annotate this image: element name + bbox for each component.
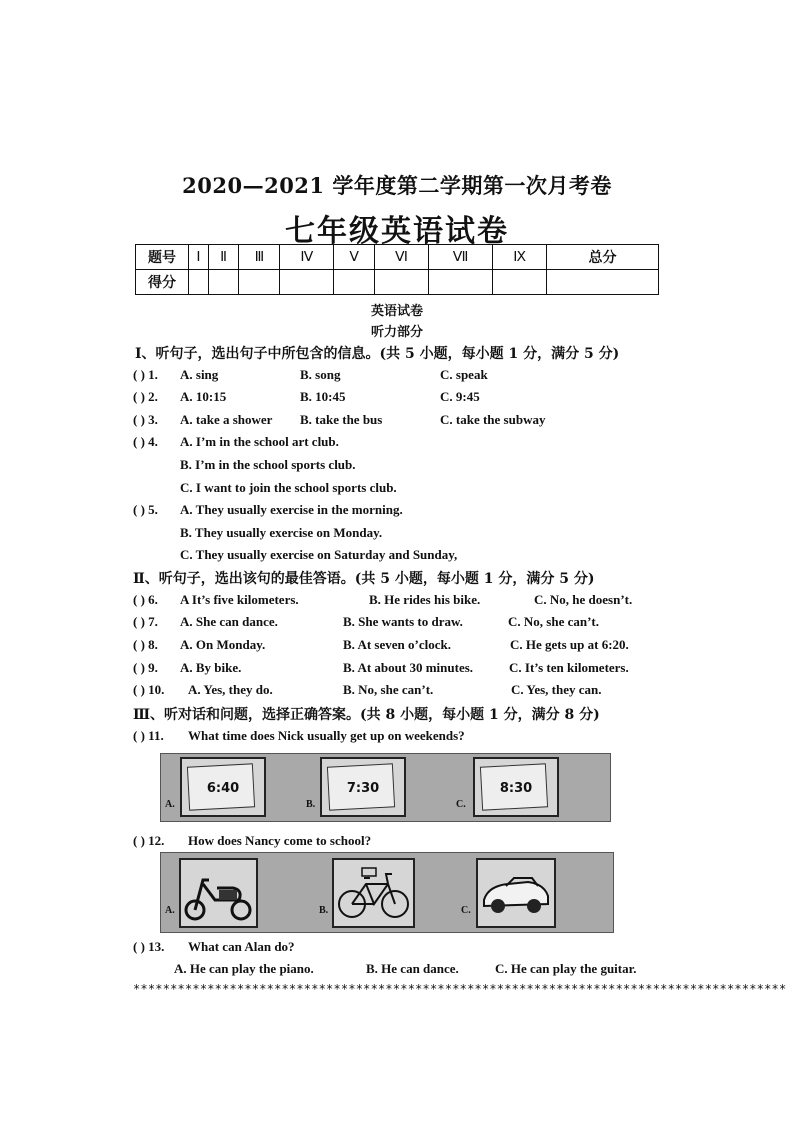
- q9-option-b: B. At about 30 minutes.: [343, 660, 474, 675]
- answer-blank[interactable]: ( ) 2.: [133, 389, 158, 404]
- score-cell: Ⅶ: [428, 245, 492, 270]
- score-cell: 题号: [136, 245, 189, 270]
- score-cell: Ⅸ: [493, 245, 547, 270]
- answer-blank[interactable]: ( ) 1.: [133, 367, 158, 382]
- answer-blank[interactable]: ( ) 8.: [133, 637, 158, 652]
- q13-question: What can Alan do?: [188, 939, 295, 954]
- answer-blank[interactable]: ( ) 13.: [133, 939, 165, 954]
- divider-line: ****************************************************************************************: [133, 982, 787, 996]
- q3-option-c: C. take the subway: [440, 412, 546, 427]
- q7-option-b: B. She wants to draw.: [343, 614, 463, 629]
- q5-option-b: B. They usually exercise on Monday.: [180, 525, 383, 540]
- section2-heading: Ⅱ、听句子，选出该句的最佳答语。(共 5 小题，每小题 1 分，满分 5 分): [133, 571, 595, 587]
- q6-option-c: C. No, he doesn’t.: [534, 592, 633, 607]
- q8-option-b: B. At seven o’clock.: [343, 637, 451, 652]
- q13-option-b: B. He can dance.: [366, 961, 459, 976]
- score-input-cell[interactable]: [239, 270, 280, 295]
- q8-option-a: A. On Monday.: [180, 637, 266, 652]
- q9-option-a: A. By bike.: [180, 660, 242, 675]
- q5-option-a: A. They usually exercise in the morning.: [180, 502, 403, 517]
- score-input-cell[interactable]: [334, 270, 375, 295]
- score-table-header-row: [136, 245, 659, 270]
- answer-blank[interactable]: ( ) 11.: [133, 728, 164, 743]
- score-input-cell[interactable]: [208, 270, 238, 295]
- answer-blank[interactable]: ( ) 3.: [133, 412, 158, 427]
- score-cell: 总分: [546, 245, 658, 270]
- q13-option-c: C. He can play the guitar.: [495, 961, 637, 976]
- subtitle-listening: 听力部分: [370, 325, 423, 340]
- calendar-icon[interactable]: [180, 757, 266, 817]
- score-input-cell[interactable]: [280, 270, 334, 295]
- q1-option-a: A. sing: [180, 367, 219, 382]
- q6-option-b: B. He rides his bike.: [369, 592, 481, 607]
- answer-blank[interactable]: ( ) 10.: [133, 682, 165, 697]
- answer-blank[interactable]: ( ) 9.: [133, 660, 158, 675]
- q10-option-b: B. No, she can’t.: [343, 682, 434, 697]
- q10-option-c: C. Yes, they can.: [511, 682, 602, 697]
- score-cell: Ⅳ: [280, 245, 334, 270]
- score-cell: Ⅱ: [208, 245, 238, 270]
- score-cell: Ⅲ: [239, 245, 280, 270]
- answer-blank[interactable]: ( ) 6.: [133, 592, 158, 607]
- q2-option-c: C. 9:45: [440, 389, 480, 404]
- exam-title-line2: 七年级英语试卷: [285, 214, 509, 249]
- q1-option-b: B. song: [300, 367, 341, 382]
- score-label-cell: 得分: [136, 270, 189, 295]
- score-input-cell[interactable]: [189, 270, 209, 295]
- score-cell: Ⅴ: [334, 245, 375, 270]
- q7-option-c: C. No, she can’t.: [508, 614, 599, 629]
- q6-option-a: A It’s five kilometers.: [180, 592, 299, 607]
- q12-letter-b: B.: [319, 905, 329, 916]
- q8-option-c: C. He gets up at 6:20.: [510, 637, 629, 652]
- answer-blank[interactable]: ( ) 12.: [133, 833, 165, 848]
- score-table-score-row: [136, 270, 659, 295]
- q1-option-c: C. speak: [440, 367, 488, 382]
- q11-options-image: [160, 753, 611, 822]
- q11-letter-c: C.: [456, 799, 466, 810]
- subtitle-english-paper: 英语试卷: [370, 304, 423, 319]
- exam-title-line1: 2020—2021 学年度第二学期第一次月考卷: [182, 173, 612, 198]
- section3-heading: Ⅲ、听对话和问题，选择正确答案。(共 8 小题，每小题 1 分，满分 8 分): [133, 707, 600, 723]
- q4-option-b: B. I’m in the school sports club.: [180, 457, 356, 472]
- q12-letter-c: C.: [461, 905, 471, 916]
- q11-letter-b: B.: [306, 799, 316, 810]
- q11-time-c: 8:30: [499, 781, 533, 796]
- calendar-icon[interactable]: [320, 757, 406, 817]
- score-input-cell[interactable]: [375, 270, 429, 295]
- q13-option-a: A. He can play the piano.: [174, 961, 314, 976]
- q12-question: How does Nancy come to school?: [188, 833, 372, 848]
- q7-option-a: A. She can dance.: [180, 614, 278, 629]
- q5-option-c: C. They usually exercise on Saturday and Sunday,: [180, 547, 458, 562]
- q11-question: What time does Nick usually get up on weekends?: [188, 728, 465, 743]
- score-input-cell[interactable]: [546, 270, 658, 295]
- calendar-icon[interactable]: [473, 757, 559, 817]
- q2-option-a: A. 10:15: [180, 389, 227, 404]
- q4-option-a: A. I’m in the school art club.: [180, 434, 339, 449]
- q12-letter-a: A.: [165, 905, 175, 916]
- q2-option-b: B. 10:45: [300, 389, 346, 404]
- q3-option-b: B. take the bus: [300, 412, 383, 427]
- scooter-icon[interactable]: [179, 858, 258, 928]
- answer-blank[interactable]: ( ) 5.: [133, 502, 158, 517]
- q9-option-c: C. It’s ten kilometers.: [509, 660, 629, 675]
- score-input-cell[interactable]: [428, 270, 492, 295]
- score-input-cell[interactable]: [493, 270, 547, 295]
- answer-blank[interactable]: ( ) 4.: [133, 434, 158, 449]
- bicycle-icon[interactable]: [332, 858, 415, 928]
- q4-option-c: C. I want to join the school sports club.: [180, 480, 397, 495]
- car-icon[interactable]: [476, 858, 556, 928]
- q11-time-b: 7:30: [346, 781, 380, 796]
- answer-blank[interactable]: ( ) 7.: [133, 614, 158, 629]
- score-cell: Ⅰ: [189, 245, 209, 270]
- q11-time-a: 6:40: [206, 781, 240, 796]
- q10-option-a: A. Yes, they do.: [188, 682, 273, 697]
- score-cell: Ⅵ: [375, 245, 429, 270]
- q3-option-a: A. take a shower: [180, 412, 273, 427]
- section1-heading: Ⅰ、听句子，选出句子中所包含的信息。(共 5 小题，每小题 1 分，满分 5 分): [135, 346, 620, 362]
- score-table: [135, 244, 659, 295]
- q12-options-image: [160, 852, 614, 933]
- q11-letter-a: A.: [165, 799, 175, 810]
